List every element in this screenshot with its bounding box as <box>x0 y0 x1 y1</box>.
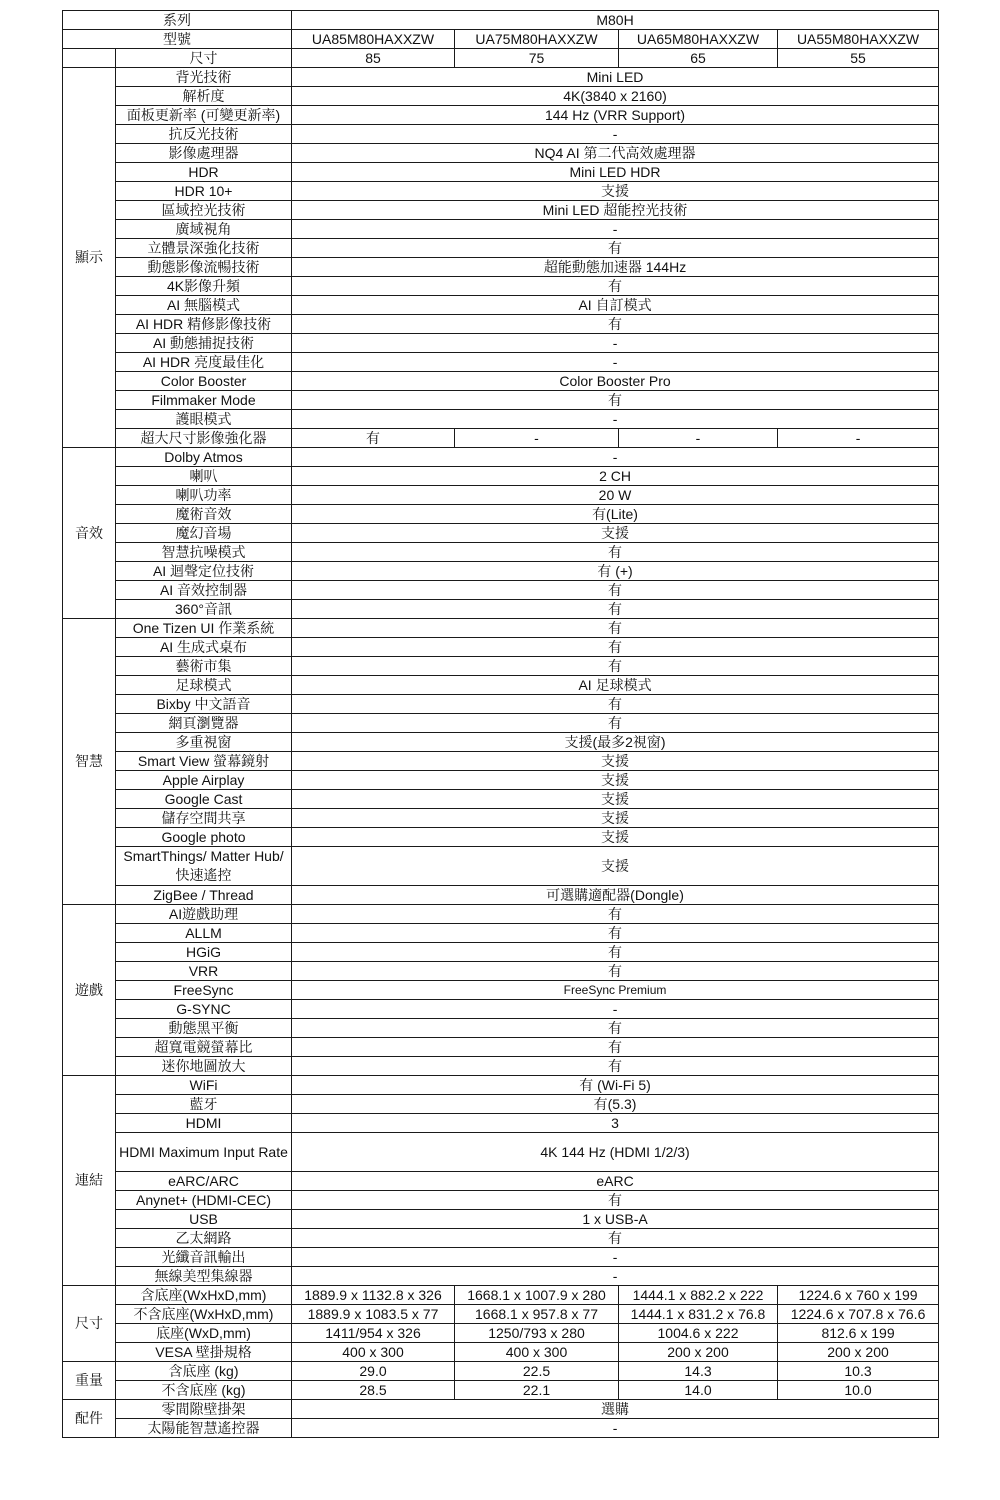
spec-label: AI 迴聲定位技術 <box>116 562 292 581</box>
spec-value: 有 <box>292 543 939 562</box>
spec-row <box>63 1381 939 1400</box>
category-cell: 配件 <box>63 1400 116 1438</box>
spec-row <box>63 277 939 296</box>
spec-row <box>63 543 939 562</box>
spec-row <box>63 1057 939 1076</box>
spec-value: 1224.6 x 707.8 x 76.6 <box>778 1305 939 1324</box>
spec-label: ALLM <box>116 924 292 943</box>
spec-label: 解析度 <box>116 87 292 106</box>
spec-value: 200 x 200 <box>619 1343 778 1362</box>
spec-label: HDMI Maximum Input Rate <box>116 1133 292 1172</box>
spec-label: 含底座(WxHxD,mm) <box>116 1286 292 1305</box>
model-label: 型號 <box>63 30 292 49</box>
spec-value: Mini LED HDR <box>292 163 939 182</box>
spec-row <box>63 410 939 429</box>
spec-label: Filmmaker Mode <box>116 391 292 410</box>
spec-value: - <box>778 429 939 448</box>
spec-value: - <box>292 1248 939 1267</box>
spec-value: 有 <box>292 391 939 410</box>
spec-row <box>63 315 939 334</box>
spec-label: Color Booster <box>116 372 292 391</box>
spec-row <box>63 828 939 847</box>
spec-value: 144 Hz (VRR Support) <box>292 106 939 125</box>
category-cell: 顯示 <box>63 68 116 448</box>
spec-value: 可選購適配器(Dongle) <box>292 886 939 905</box>
spec-value: 10.0 <box>778 1381 939 1400</box>
spec-row <box>63 353 939 372</box>
spec-value: - <box>292 1000 939 1019</box>
size-cell: 55 <box>778 49 939 68</box>
spec-value: - <box>292 1419 939 1438</box>
spec-label: VRR <box>116 962 292 981</box>
spec-value: 有 <box>292 581 939 600</box>
spec-row <box>63 163 939 182</box>
spec-row <box>63 1038 939 1057</box>
spec-label: AI 無腦模式 <box>116 296 292 315</box>
spec-label: 智慧抗噪模式 <box>116 543 292 562</box>
spec-row <box>63 1076 939 1095</box>
spec-table <box>62 10 939 1438</box>
spec-label: SmartThings/ Matter Hub/快速遙控 <box>116 847 292 886</box>
spec-label: 光纖音訊輸出 <box>116 1248 292 1267</box>
spec-value: 有 (Wi-Fi 5) <box>292 1076 939 1095</box>
spec-value: 2 CH <box>292 467 939 486</box>
spec-value: 支援 <box>292 828 939 847</box>
spec-label: HDR 10+ <box>116 182 292 201</box>
spec-label: AI遊戲助理 <box>116 905 292 924</box>
spec-row <box>63 220 939 239</box>
spec-label: 影像處理器 <box>116 144 292 163</box>
spec-label: 廣域視角 <box>116 220 292 239</box>
spec-value: 1668.1 x 1007.9 x 280 <box>455 1286 619 1305</box>
spec-value: 812.6 x 199 <box>778 1324 939 1343</box>
category-cell: 音效 <box>63 448 116 619</box>
spec-value: 29.0 <box>292 1362 455 1381</box>
spec-label: 魔幻音場 <box>116 524 292 543</box>
spec-value: 有 <box>292 239 939 258</box>
spec-row <box>63 790 939 809</box>
spec-row <box>63 1362 939 1381</box>
category-cell: 尺寸 <box>63 1286 116 1362</box>
spec-row <box>63 1305 939 1324</box>
category-cell: 智慧 <box>63 619 116 905</box>
spec-row <box>63 1019 939 1038</box>
spec-label: 含底座 (kg) <box>116 1362 292 1381</box>
spec-value: 400 x 300 <box>292 1343 455 1362</box>
spec-label: HDR <box>116 163 292 182</box>
spec-label: 乙太網路 <box>116 1229 292 1248</box>
spec-row <box>63 1400 939 1419</box>
spec-row <box>63 1267 939 1286</box>
spec-row <box>63 182 939 201</box>
spec-row <box>63 943 939 962</box>
spec-label: Bixby 中文語音 <box>116 695 292 714</box>
spec-row <box>63 467 939 486</box>
spec-value: 3 <box>292 1114 939 1133</box>
spec-label: Smart View 螢幕鏡射 <box>116 752 292 771</box>
spec-value: - <box>292 334 939 353</box>
spec-label: USB <box>116 1210 292 1229</box>
spec-row <box>63 676 939 695</box>
spec-row <box>63 1248 939 1267</box>
spec-value: 有(Lite) <box>292 505 939 524</box>
spec-row <box>63 733 939 752</box>
spec-label: HGiG <box>116 943 292 962</box>
spec-value: 支援 <box>292 847 939 886</box>
spec-value: 支援 <box>292 771 939 790</box>
spec-label: 太陽能智慧遙控器 <box>116 1419 292 1438</box>
spec-label: 喇叭 <box>116 467 292 486</box>
model-cell: UA65M80HAXXZW <box>619 30 778 49</box>
spec-row <box>63 201 939 220</box>
spec-row <box>63 372 939 391</box>
spec-label: 魔術音效 <box>116 505 292 524</box>
spec-row <box>63 847 939 886</box>
spec-label: Dolby Atmos <box>116 448 292 467</box>
spec-value: 支援 <box>292 790 939 809</box>
spec-row <box>63 448 939 467</box>
spec-value: 有 <box>292 1229 939 1248</box>
spec-value: 1 x USB-A <box>292 1210 939 1229</box>
spec-value: 1411/954 x 326 <box>292 1324 455 1343</box>
spec-label: 喇叭功率 <box>116 486 292 505</box>
spec-value: 4K(3840 x 2160) <box>292 87 939 106</box>
spec-row <box>63 1324 939 1343</box>
spec-value: 1889.9 x 1083.5 x 77 <box>292 1305 455 1324</box>
size-cell: 75 <box>455 49 619 68</box>
spec-row <box>63 1172 939 1191</box>
spec-label: eARC/ARC <box>116 1172 292 1191</box>
spec-row <box>63 1229 939 1248</box>
spec-value: 支援(最多2視窗) <box>292 733 939 752</box>
model-cell: UA85M80HAXXZW <box>292 30 455 49</box>
spec-row <box>63 886 939 905</box>
category-cell: 連結 <box>63 1076 116 1286</box>
spec-value: - <box>455 429 619 448</box>
spec-value: eARC <box>292 1172 939 1191</box>
spec-value: 200 x 200 <box>778 1343 939 1362</box>
spec-value: 22.5 <box>455 1362 619 1381</box>
spec-row <box>63 125 939 144</box>
model-cell: UA75M80HAXXZW <box>455 30 619 49</box>
spec-value: 有 <box>292 657 939 676</box>
spec-label: WiFi <box>116 1076 292 1095</box>
size-row <box>63 49 939 68</box>
spec-row <box>63 144 939 163</box>
spec-label: G-SYNC <box>116 1000 292 1019</box>
spec-row <box>63 391 939 410</box>
spec-label: 360°音訊 <box>116 600 292 619</box>
spec-row <box>63 87 939 106</box>
spec-value: - <box>619 429 778 448</box>
spec-label: 護眼模式 <box>116 410 292 429</box>
spec-label: 多重視窗 <box>116 733 292 752</box>
spec-label: 立體景深強化技術 <box>116 239 292 258</box>
spec-label: VESA 壁掛規格 <box>116 1343 292 1362</box>
spec-value: Mini LED 超能控光技術 <box>292 201 939 220</box>
blank-cell <box>63 49 116 68</box>
spec-value: 有 <box>292 905 939 924</box>
spec-row <box>63 562 939 581</box>
spec-row <box>63 752 939 771</box>
spec-value: 有 <box>292 924 939 943</box>
spec-label: 區域控光技術 <box>116 201 292 220</box>
spec-label: 零間隙壁掛架 <box>116 1400 292 1419</box>
spec-row <box>63 962 939 981</box>
spec-row <box>63 106 939 125</box>
spec-row <box>63 924 939 943</box>
spec-label: 儲存空間共享 <box>116 809 292 828</box>
spec-label: AI 生成式桌布 <box>116 638 292 657</box>
spec-value: 支援 <box>292 182 939 201</box>
spec-label: Google Cast <box>116 790 292 809</box>
spec-value: 有 (+) <box>292 562 939 581</box>
category-cell: 遊戲 <box>63 905 116 1076</box>
spec-row <box>63 1191 939 1210</box>
series-label: 系列 <box>63 11 292 30</box>
size-cell: 65 <box>619 49 778 68</box>
spec-row <box>63 524 939 543</box>
spec-label: AI 動態捕捉技術 <box>116 334 292 353</box>
spec-row <box>63 486 939 505</box>
spec-row <box>63 296 939 315</box>
model-row <box>63 30 939 49</box>
spec-label: 藝術市集 <box>116 657 292 676</box>
spec-label: 不含底座(WxHxD,mm) <box>116 1305 292 1324</box>
spec-label: 迷你地圖放大 <box>116 1057 292 1076</box>
spec-value: 支援 <box>292 524 939 543</box>
spec-value: 1444.1 x 882.2 x 222 <box>619 1286 778 1305</box>
spec-label: AI HDR 精修影像技術 <box>116 315 292 334</box>
spec-value: 14.0 <box>619 1381 778 1400</box>
spec-label: AI HDR 亮度最佳化 <box>116 353 292 372</box>
spec-value: - <box>292 1267 939 1286</box>
spec-label: 面板更新率 (可變更新率) <box>116 106 292 125</box>
spec-label: 4K影像升頻 <box>116 277 292 296</box>
spec-label: FreeSync <box>116 981 292 1000</box>
category-cell: 重量 <box>63 1362 116 1400</box>
spec-label: One Tizen UI 作業系統 <box>116 619 292 638</box>
series-row <box>63 11 939 30</box>
spec-row <box>63 657 939 676</box>
spec-value: 1004.6 x 222 <box>619 1324 778 1343</box>
spec-label: 藍牙 <box>116 1095 292 1114</box>
spec-value: 有(5.3) <box>292 1095 939 1114</box>
spec-value: Mini LED <box>292 68 939 87</box>
spec-value: 有 <box>292 1191 939 1210</box>
spec-label: ZigBee / Thread <box>116 886 292 905</box>
spec-value: 有 <box>292 429 455 448</box>
spec-row <box>63 581 939 600</box>
spec-value: - <box>292 410 939 429</box>
spec-value: 1250/793 x 280 <box>455 1324 619 1343</box>
size-label: 尺寸 <box>116 49 292 68</box>
model-cell: UA55M80HAXXZW <box>778 30 939 49</box>
spec-row <box>63 1133 939 1172</box>
spec-row <box>63 905 939 924</box>
spec-row <box>63 1286 939 1305</box>
spec-label: 不含底座 (kg) <box>116 1381 292 1400</box>
spec-label: 超大尺寸影像強化器 <box>116 429 292 448</box>
spec-label: Anynet+ (HDMI-CEC) <box>116 1191 292 1210</box>
series-value: M80H <box>292 11 939 30</box>
spec-label: 足球模式 <box>116 676 292 695</box>
spec-row <box>63 809 939 828</box>
spec-label: 動態黑平衡 <box>116 1019 292 1038</box>
spec-label: 超寬電競螢幕比 <box>116 1038 292 1057</box>
spec-value: 超能動態加速器 144Hz <box>292 258 939 277</box>
spec-row <box>63 239 939 258</box>
spec-value: 28.5 <box>292 1381 455 1400</box>
spec-value: 有 <box>292 277 939 296</box>
spec-label: 底座(WxD,mm) <box>116 1324 292 1343</box>
spec-value: 有 <box>292 1038 939 1057</box>
spec-label: HDMI <box>116 1114 292 1133</box>
spec-value: 有 <box>292 315 939 334</box>
spec-row <box>63 258 939 277</box>
spec-value: 有 <box>292 619 939 638</box>
spec-value: - <box>292 125 939 144</box>
spec-value: 有 <box>292 714 939 733</box>
spec-row <box>63 638 939 657</box>
spec-row <box>63 619 939 638</box>
spec-row <box>63 505 939 524</box>
spec-value: NQ4 AI 第二代高效處理器 <box>292 144 939 163</box>
spec-value: - <box>292 448 939 467</box>
spec-row <box>63 1210 939 1229</box>
spec-row <box>63 981 939 1000</box>
spec-label: AI 音效控制器 <box>116 581 292 600</box>
spec-value: 4K 144 Hz (HDMI 1/2/3) <box>292 1133 939 1172</box>
spec-label: 背光技術 <box>116 68 292 87</box>
size-cell: 85 <box>292 49 455 68</box>
spec-row <box>63 1114 939 1133</box>
spec-value: 支援 <box>292 752 939 771</box>
spec-value: 1889.9 x 1132.8 x 326 <box>292 1286 455 1305</box>
spec-value: 有 <box>292 1019 939 1038</box>
spec-value: - <box>292 220 939 239</box>
spec-value: 20 W <box>292 486 939 505</box>
spec-row <box>63 714 939 733</box>
spec-value: Color Booster Pro <box>292 372 939 391</box>
spec-value: 有 <box>292 638 939 657</box>
spec-value: FreeSync Premium <box>292 981 939 1000</box>
spec-value: 有 <box>292 1057 939 1076</box>
spec-value: 10.3 <box>778 1362 939 1381</box>
spec-value: 1224.6 x 760 x 199 <box>778 1286 939 1305</box>
spec-value: 選購 <box>292 1400 939 1419</box>
spec-row <box>63 334 939 353</box>
spec-row <box>63 771 939 790</box>
spec-value: 22.1 <box>455 1381 619 1400</box>
spec-row <box>63 695 939 714</box>
spec-value: 400 x 300 <box>455 1343 619 1362</box>
spec-table-body <box>63 11 939 1438</box>
spec-value: 1444.1 x 831.2 x 76.8 <box>619 1305 778 1324</box>
spec-row <box>63 1343 939 1362</box>
spec-value: 支援 <box>292 809 939 828</box>
spec-value: 1668.1 x 957.8 x 77 <box>455 1305 619 1324</box>
spec-value: AI 足球模式 <box>292 676 939 695</box>
spec-label: 無線美型集線器 <box>116 1267 292 1286</box>
spec-value: 有 <box>292 695 939 714</box>
spec-label: Google photo <box>116 828 292 847</box>
spec-label: 網頁瀏覽器 <box>116 714 292 733</box>
spec-label: 動態影像流暢技術 <box>116 258 292 277</box>
spec-label: Apple Airplay <box>116 771 292 790</box>
spec-value: 14.3 <box>619 1362 778 1381</box>
spec-row <box>63 1000 939 1019</box>
spec-row <box>63 600 939 619</box>
spec-row <box>63 1095 939 1114</box>
spec-label: 抗反光技術 <box>116 125 292 144</box>
spec-value: - <box>292 353 939 372</box>
spec-value: AI 自訂模式 <box>292 296 939 315</box>
spec-value: 有 <box>292 943 939 962</box>
spec-row <box>63 1419 939 1438</box>
spec-value: 有 <box>292 962 939 981</box>
spec-row <box>63 68 939 87</box>
spec-row <box>63 429 939 448</box>
spec-value: 有 <box>292 600 939 619</box>
